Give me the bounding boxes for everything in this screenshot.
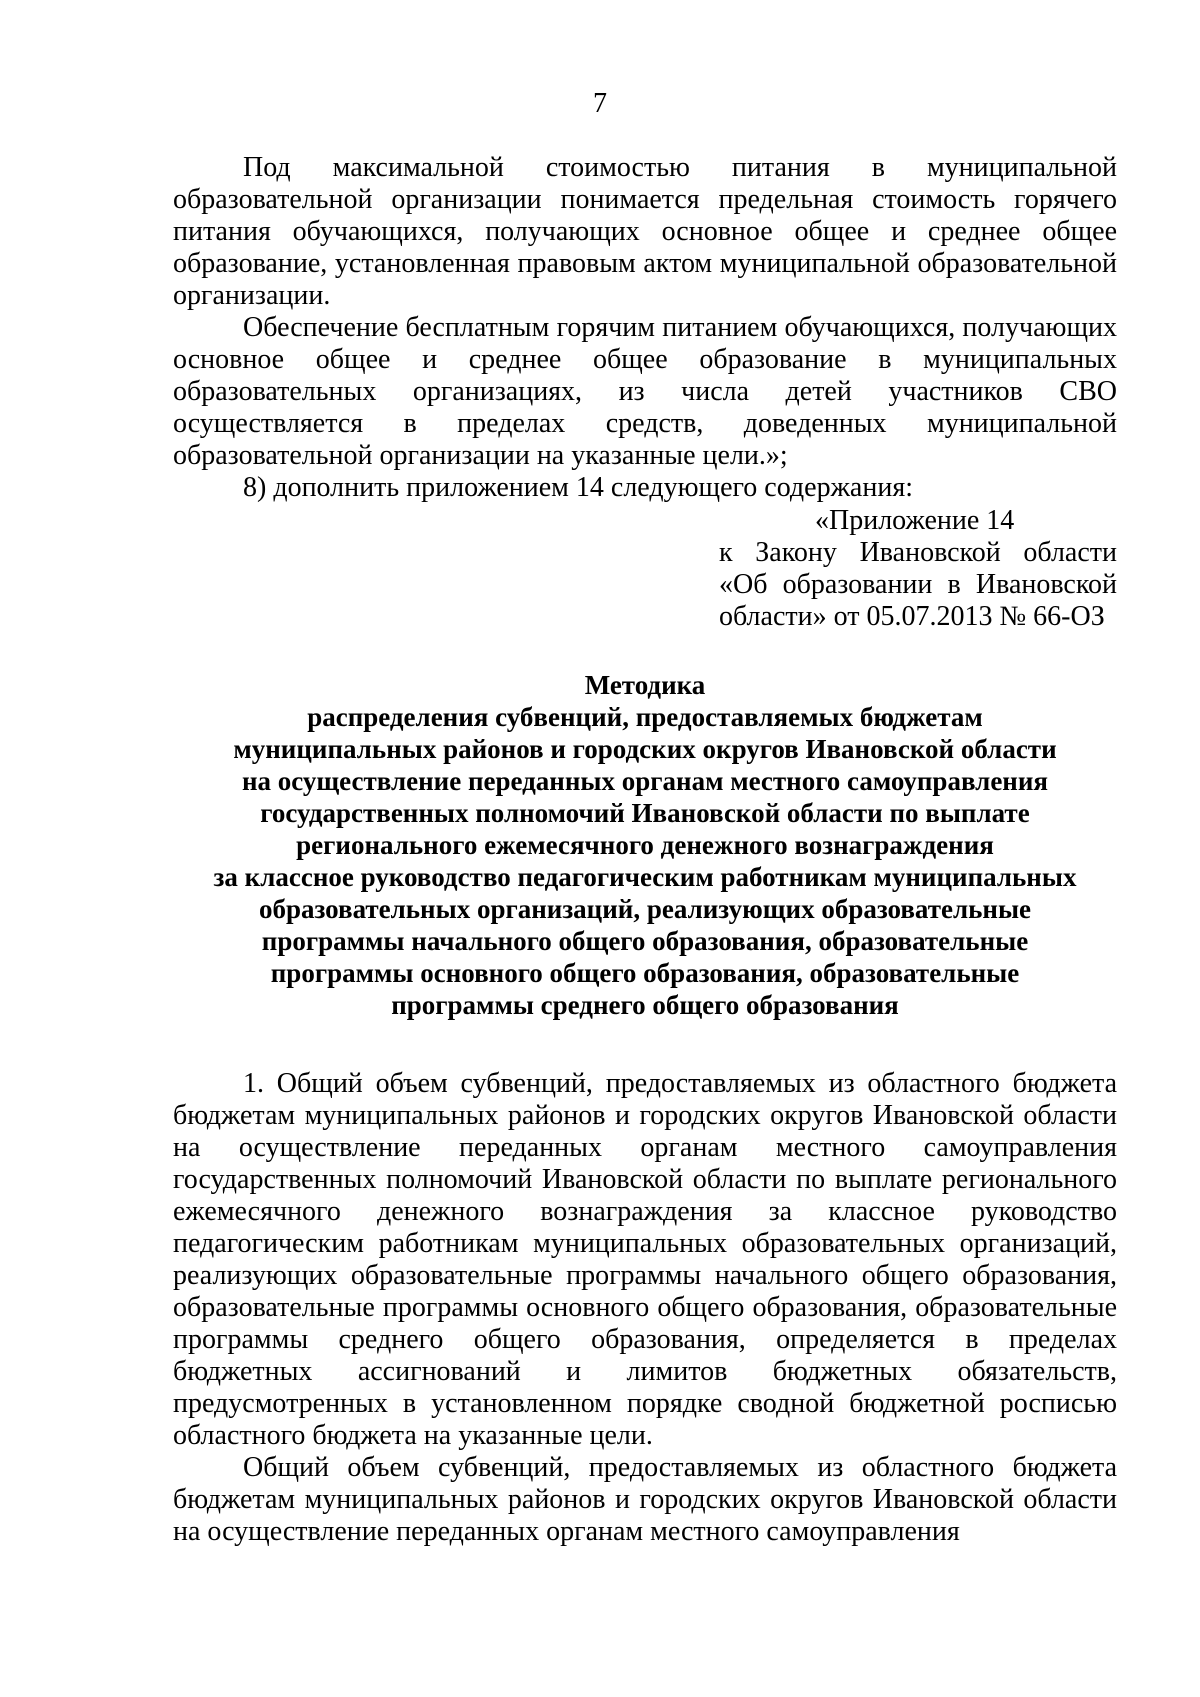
methodology-title — [173, 669, 1117, 1021]
methodology-title-line: программы среднего общего образования — [391, 990, 899, 1020]
paragraph-max-meal-cost: Под максимальной стоимостью питания в муниципальной образовательной организации понимается предельная стоимость горячего питания обучающихся, получающих основное общее и среднее общее образование, установленная правовым актом муниципальной образовательной организации. — [173, 152, 1117, 311]
amendment-item-8: 8) дополнить приложением 14 следующего содержания: — [243, 472, 913, 503]
methodology-title-line: регионального ежемесячного денежного вознаграждения — [296, 830, 994, 860]
paragraph-total-subvention: 1. Общий объем субвенций, предоставляемых из областного бюджета бюджетам муниципальных районов и городских округов Ивановской области на осуществление переданных органам местного самоуправления государственных полномочий Ивановской области по выплате регионального ежемесячного денежного вознаграждения за классное руководство педагогическим работникам муниципальных образовательных организаций, реализующих образовательные программы начального общего образования, образовательные программы основного общего образования, образовательные программы среднего общего образования, определяется в пределах бюджетных ассигнований и лимитов бюджетных обязательств, предусмотренных в установленном порядке сводной бюджетной росписью областного бюджета на указанные цели. — [173, 1068, 1117, 1451]
methodology-title-heading: Методика — [584, 670, 706, 700]
methodology-title-line: программы основного общего образования, образовательные — [270, 958, 1020, 988]
paragraph-free-meals-svo: Обеспечение бесплатным горячим питанием обучающихся, получающих основное общее и среднее общее образование в муниципальных образовательных организациях, из числа детей участников СВО осуществляется в пределах средств, доведенных муниципальной образовательной организации на указанные цели.»; — [173, 312, 1117, 471]
methodology-title-line: программы начального общего образования, образовательные — [261, 926, 1029, 956]
appendix-reference-line: области» от 05.07.2013 № 66-ОЗ — [719, 601, 1105, 632]
methodology-title-line: на осуществление переданных органам местного самоуправления — [241, 766, 1049, 796]
appendix-reference-line: «Приложение 14 — [815, 505, 1015, 536]
methodology-title-line: образовательных организаций, реализующих образовательные — [258, 894, 1032, 924]
page-number: 7 — [593, 88, 607, 119]
appendix-reference-line: «Об образовании в Ивановской — [719, 569, 1117, 600]
methodology-title-line: государственных полномочий Ивановской области по выплате — [260, 798, 1030, 828]
bottom-text-block — [173, 1068, 1117, 1548]
appendix-reference-line: к Закону Ивановской области — [719, 537, 1117, 568]
appendix-reference — [719, 505, 1117, 633]
methodology-title-line: за классное руководство педагогическим работникам муниципальных — [213, 862, 1077, 892]
paragraph-total-subvention-continued: Общий объем субвенций, предоставляемых из областного бюджета бюджетам муниципальных районов и городских округов Ивановской области на осуществление переданных органам местного самоуправления — [173, 1452, 1117, 1547]
methodology-title-line: распределения субвенций, предоставляемых бюджетам — [307, 702, 983, 732]
methodology-title-line: муниципальных районов и городских округов Ивановской области — [233, 734, 1057, 764]
top-text-block — [173, 152, 1117, 504]
